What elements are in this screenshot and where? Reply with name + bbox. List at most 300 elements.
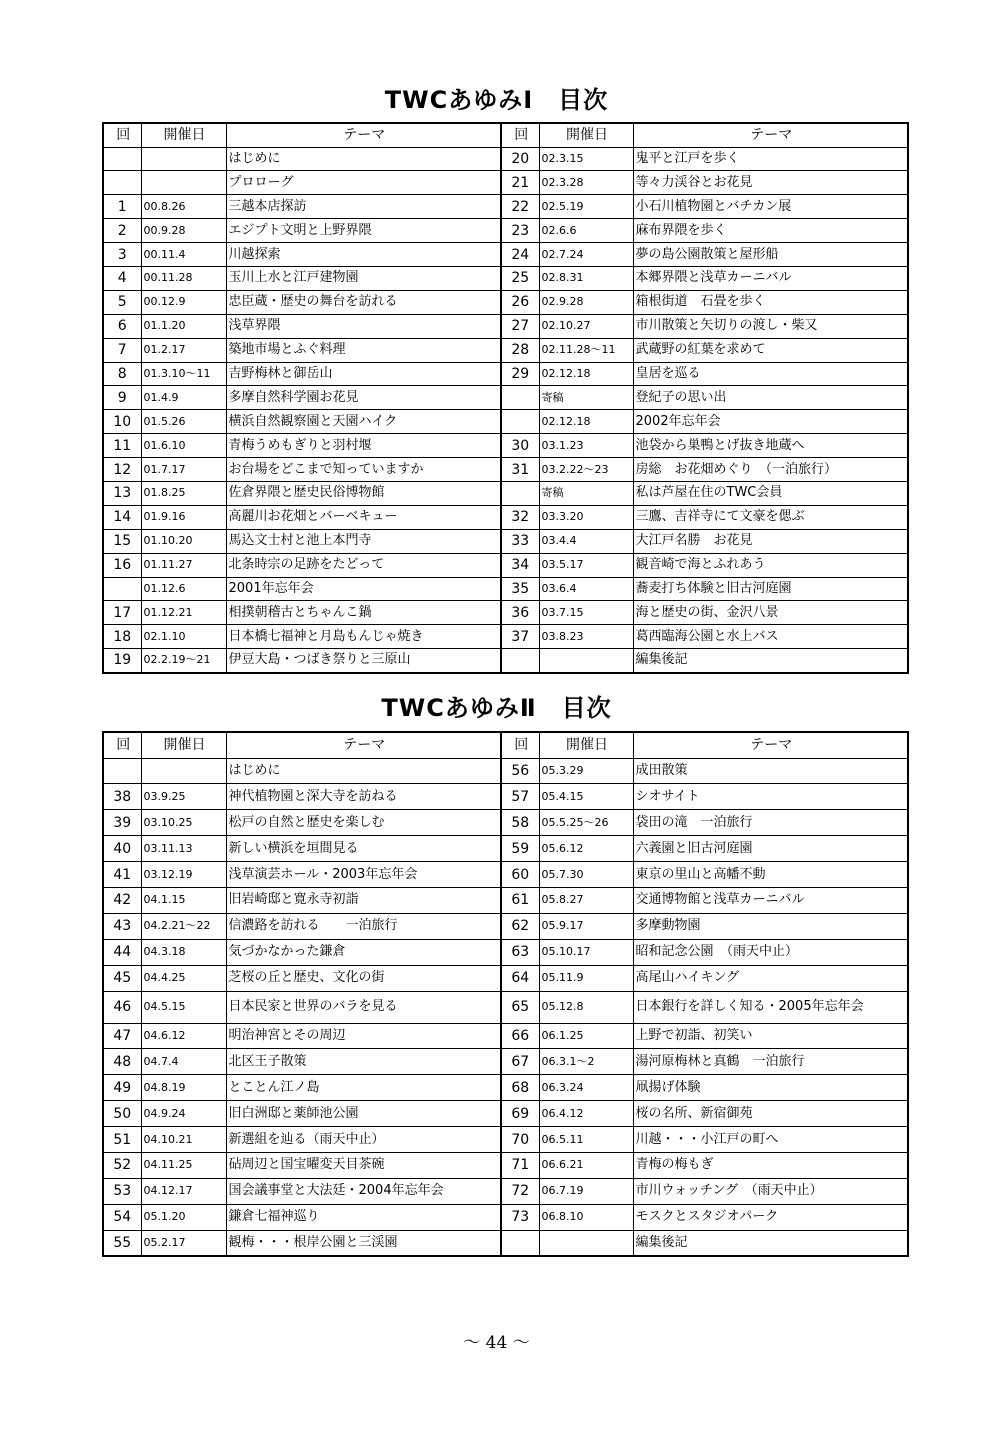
event-theme: 観音崎で海とふれあう bbox=[633, 553, 908, 577]
event-number: 8 bbox=[103, 362, 141, 386]
table-row bbox=[103, 939, 908, 965]
event-number: 31 bbox=[501, 458, 539, 482]
event-theme: 新選組を辿る（雨天中止） bbox=[226, 1127, 501, 1153]
event-theme: 葛西臨海公園と水上バス bbox=[633, 625, 908, 649]
event-date: 01.3.10～11 bbox=[141, 362, 226, 386]
event-number: 63 bbox=[501, 939, 539, 965]
toc-table-1 bbox=[102, 122, 909, 674]
table-row bbox=[103, 625, 908, 649]
header-theme: テーマ bbox=[226, 123, 501, 147]
event-number: 29 bbox=[501, 362, 539, 386]
event-date: 03.12.19 bbox=[141, 862, 226, 888]
table-row bbox=[103, 601, 908, 625]
table-row bbox=[103, 649, 908, 673]
event-theme: 日本銀行を詳しく知る・2005年忘年会 bbox=[633, 991, 908, 1023]
event-date: 05.2.17 bbox=[141, 1230, 226, 1256]
event-date: 03.5.17 bbox=[539, 553, 633, 577]
event-number: 60 bbox=[501, 862, 539, 888]
event-date: 02.2.19～21 bbox=[141, 649, 226, 673]
event-date bbox=[539, 649, 633, 673]
event-date: 01.9.16 bbox=[141, 505, 226, 529]
event-date: 04.5.15 bbox=[141, 991, 226, 1023]
table-row bbox=[103, 758, 908, 784]
event-theme: 旧白洲邸と薬師池公園 bbox=[226, 1101, 501, 1127]
event-date: 06.3.1～2 bbox=[539, 1049, 633, 1075]
event-theme: 信濃路を訪れる 一泊旅行 bbox=[226, 913, 501, 939]
event-date: 01.6.10 bbox=[141, 434, 226, 458]
event-date: 01.12.21 bbox=[141, 601, 226, 625]
event-number: 16 bbox=[103, 553, 141, 577]
event-theme: 旧岩崎邸と寛永寺初詣 bbox=[226, 887, 501, 913]
table-row bbox=[103, 362, 908, 386]
event-theme: 市川ウォッチング （雨天中止） bbox=[633, 1178, 908, 1204]
event-number: 47 bbox=[103, 1023, 141, 1049]
event-theme: 新しい横浜を垣間見る bbox=[226, 836, 501, 862]
event-date bbox=[141, 758, 226, 784]
table-row bbox=[103, 1178, 908, 1204]
event-date: 01.10.20 bbox=[141, 529, 226, 553]
event-theme: 多摩動物園 bbox=[633, 913, 908, 939]
event-date: 05.4.15 bbox=[539, 784, 633, 810]
table-row bbox=[103, 171, 908, 195]
event-date: 05.9.17 bbox=[539, 913, 633, 939]
event-number: 7 bbox=[103, 338, 141, 362]
event-date: 00.11.4 bbox=[141, 243, 226, 267]
event-theme: 本郷界隈と浅草カーニバル bbox=[633, 266, 908, 290]
event-theme: 芝桜の丘と歴史、文化の街 bbox=[226, 965, 501, 991]
event-number: 67 bbox=[501, 1049, 539, 1075]
table-row bbox=[103, 1204, 908, 1230]
event-date: 04.3.18 bbox=[141, 939, 226, 965]
event-date: 05.1.20 bbox=[141, 1204, 226, 1230]
event-number: 12 bbox=[103, 458, 141, 482]
event-theme: 観梅・・・根岸公園と三渓園 bbox=[226, 1230, 501, 1256]
event-theme: 日本民家と世界のバラを見る bbox=[226, 991, 501, 1023]
event-date: 寄稿 bbox=[539, 386, 633, 410]
toc-title-1: TWCあゆみⅠ 目次 bbox=[384, 86, 609, 114]
event-number: 10 bbox=[103, 410, 141, 434]
event-number: 34 bbox=[501, 553, 539, 577]
event-number: 11 bbox=[103, 434, 141, 458]
event-number: 20 bbox=[501, 147, 539, 171]
event-number: 28 bbox=[501, 338, 539, 362]
table-row bbox=[103, 553, 908, 577]
table-row bbox=[103, 529, 908, 553]
event-date: 02.9.28 bbox=[539, 290, 633, 314]
event-number: 72 bbox=[501, 1178, 539, 1204]
table-row bbox=[103, 784, 908, 810]
header-date: 開催日 bbox=[539, 123, 633, 147]
event-number: 4 bbox=[103, 266, 141, 290]
event-number: 3 bbox=[103, 243, 141, 267]
event-date: 05.8.27 bbox=[539, 887, 633, 913]
event-number: 57 bbox=[501, 784, 539, 810]
event-number bbox=[501, 386, 539, 410]
table-row bbox=[103, 505, 908, 529]
event-theme: 夢の島公園散策と屋形船 bbox=[633, 243, 908, 267]
table-row bbox=[103, 862, 908, 888]
event-theme: 高麗川お花畑とバーベキュー bbox=[226, 505, 501, 529]
event-number bbox=[501, 481, 539, 505]
event-date: 03.3.20 bbox=[539, 505, 633, 529]
event-number: 52 bbox=[103, 1152, 141, 1178]
event-date: 00.9.28 bbox=[141, 219, 226, 243]
event-theme: 上野で初詣、初笑い bbox=[633, 1023, 908, 1049]
event-theme: プロローグ bbox=[226, 171, 501, 195]
event-number: 25 bbox=[501, 266, 539, 290]
event-theme: エジプト文明と上野界隈 bbox=[226, 219, 501, 243]
event-date: 03.7.15 bbox=[539, 601, 633, 625]
event-theme: 砧周辺と国宝曜変天目茶碗 bbox=[226, 1152, 501, 1178]
event-date: 02.3.15 bbox=[539, 147, 633, 171]
event-theme: 池袋から巣鴨とげ抜き地蔵へ bbox=[633, 434, 908, 458]
event-number: 71 bbox=[501, 1152, 539, 1178]
event-number: 15 bbox=[103, 529, 141, 553]
event-number: 51 bbox=[103, 1127, 141, 1153]
event-theme: 市川散策と矢切りの渡し・柴又 bbox=[633, 314, 908, 338]
table-row bbox=[103, 1075, 908, 1101]
event-date: 04.9.24 bbox=[141, 1101, 226, 1127]
event-date: 02.5.19 bbox=[539, 195, 633, 219]
event-number: 26 bbox=[501, 290, 539, 314]
event-number: 1 bbox=[103, 195, 141, 219]
event-number: 50 bbox=[103, 1101, 141, 1127]
event-theme: モスクとスタジオパーク bbox=[633, 1204, 908, 1230]
event-number: 30 bbox=[501, 434, 539, 458]
event-date: 01.12.6 bbox=[141, 577, 226, 601]
event-date bbox=[539, 1230, 633, 1256]
event-date: 06.1.25 bbox=[539, 1023, 633, 1049]
event-theme: 交通博物館と浅草カーニバル bbox=[633, 887, 908, 913]
event-theme: 2001年忘年会 bbox=[226, 577, 501, 601]
event-date: 06.3.24 bbox=[539, 1075, 633, 1101]
event-date bbox=[141, 147, 226, 171]
event-theme: 成田散策 bbox=[633, 758, 908, 784]
event-theme: 房総 お花畑めぐり （一泊旅行） bbox=[633, 458, 908, 482]
table-row bbox=[103, 991, 908, 1023]
event-number: 61 bbox=[501, 887, 539, 913]
event-number: 41 bbox=[103, 862, 141, 888]
event-theme: 2002年忘年会 bbox=[633, 410, 908, 434]
event-date: 03.10.25 bbox=[141, 810, 226, 836]
table-row bbox=[103, 1023, 908, 1049]
event-theme: 玉川上水と江戸建物園 bbox=[226, 266, 501, 290]
event-number: 45 bbox=[103, 965, 141, 991]
event-number: 27 bbox=[501, 314, 539, 338]
event-theme: 東京の里山と高幡不動 bbox=[633, 862, 908, 888]
event-date: 06.8.10 bbox=[539, 1204, 633, 1230]
event-theme: 北条時宗の足跡をたどって bbox=[226, 553, 501, 577]
event-theme: 吉野梅林と御岳山 bbox=[226, 362, 501, 386]
event-theme: 編集後記 bbox=[633, 1230, 908, 1256]
event-theme: 浅草演芸ホール・2003年忘年会 bbox=[226, 862, 501, 888]
event-theme: 鬼平と江戸を歩く bbox=[633, 147, 908, 171]
event-date: 04.10.21 bbox=[141, 1127, 226, 1153]
event-number bbox=[501, 649, 539, 673]
event-date: 02.3.28 bbox=[539, 171, 633, 195]
event-date: 00.11.28 bbox=[141, 266, 226, 290]
table-row bbox=[103, 458, 908, 482]
event-date: 03.2.22～23 bbox=[539, 458, 633, 482]
event-date: 05.10.17 bbox=[539, 939, 633, 965]
page-number: ～ 44 ～ bbox=[463, 1333, 530, 1353]
event-theme: 三越本店探訪 bbox=[226, 195, 501, 219]
event-number: 44 bbox=[103, 939, 141, 965]
header-no: 回 bbox=[501, 732, 539, 758]
event-theme: 明治神宮とその周辺 bbox=[226, 1023, 501, 1049]
table-row bbox=[103, 577, 908, 601]
table-row bbox=[103, 810, 908, 836]
table-row bbox=[103, 290, 908, 314]
event-theme: 私は芦屋在住のTWC会員 bbox=[633, 481, 908, 505]
event-theme: 蕎麦打ち体験と旧古河庭園 bbox=[633, 577, 908, 601]
event-number: 64 bbox=[501, 965, 539, 991]
event-number: 6 bbox=[103, 314, 141, 338]
event-number: 21 bbox=[501, 171, 539, 195]
event-date: 00.8.26 bbox=[141, 195, 226, 219]
header-theme: テーマ bbox=[633, 732, 908, 758]
table-row bbox=[103, 836, 908, 862]
event-theme: 三鷹、吉祥寺にて文豪を偲ぶ bbox=[633, 505, 908, 529]
event-date bbox=[141, 171, 226, 195]
event-theme: 箱根街道 石畳を歩く bbox=[633, 290, 908, 314]
event-theme: 等々力渓谷とお花見 bbox=[633, 171, 908, 195]
event-number: 53 bbox=[103, 1178, 141, 1204]
event-theme: 佐倉界隈と歴史民俗博物館 bbox=[226, 481, 501, 505]
event-theme: 大江戸名勝 お花見 bbox=[633, 529, 908, 553]
event-date: 04.11.25 bbox=[141, 1152, 226, 1178]
event-date: 05.7.30 bbox=[539, 862, 633, 888]
event-date: 03.6.4 bbox=[539, 577, 633, 601]
event-theme: はじめに bbox=[226, 758, 501, 784]
event-number: 18 bbox=[103, 625, 141, 649]
event-date: 04.1.15 bbox=[141, 887, 226, 913]
table-row bbox=[103, 1049, 908, 1075]
event-theme: 相撲朝稽古とちゃんこ鍋 bbox=[226, 601, 501, 625]
table-row bbox=[103, 243, 908, 267]
event-date: 03.1.23 bbox=[539, 434, 633, 458]
event-date: 05.12.8 bbox=[539, 991, 633, 1023]
event-theme: 皇居を巡る bbox=[633, 362, 908, 386]
table-row bbox=[103, 1152, 908, 1178]
event-date: 01.4.9 bbox=[141, 386, 226, 410]
table-row bbox=[103, 434, 908, 458]
event-number: 32 bbox=[501, 505, 539, 529]
event-number: 69 bbox=[501, 1101, 539, 1127]
event-theme: 馬込文士村と池上本門寺 bbox=[226, 529, 501, 553]
event-number: 19 bbox=[103, 649, 141, 673]
event-theme: 北区王子散策 bbox=[226, 1049, 501, 1075]
event-number bbox=[501, 410, 539, 434]
event-date: 00.12.9 bbox=[141, 290, 226, 314]
table-row bbox=[103, 195, 908, 219]
event-number bbox=[103, 147, 141, 171]
event-theme: 多摩自然科学園お花見 bbox=[226, 386, 501, 410]
event-theme: 凧揚げ体験 bbox=[633, 1075, 908, 1101]
event-date: 05.5.25～26 bbox=[539, 810, 633, 836]
event-theme: 横浜自然観察園と天園ハイク bbox=[226, 410, 501, 434]
event-number: 13 bbox=[103, 481, 141, 505]
event-theme: 昭和記念公園 （雨天中止） bbox=[633, 939, 908, 965]
event-date: 01.5.26 bbox=[141, 410, 226, 434]
event-theme: 日本橋七福神と月島もんじゃ焼き bbox=[226, 625, 501, 649]
event-date: 04.12.17 bbox=[141, 1178, 226, 1204]
event-theme: 桜の名所、新宿御苑 bbox=[633, 1101, 908, 1127]
event-theme: 麻布界隈を歩く bbox=[633, 219, 908, 243]
event-theme: 浅草界隈 bbox=[226, 314, 501, 338]
event-theme: 鎌倉七福神巡り bbox=[226, 1204, 501, 1230]
event-date: 04.4.25 bbox=[141, 965, 226, 991]
table-row bbox=[103, 481, 908, 505]
event-date: 02.11.28～11 bbox=[539, 338, 633, 362]
event-date: 06.4.12 bbox=[539, 1101, 633, 1127]
event-theme: シオサイト bbox=[633, 784, 908, 810]
table-row bbox=[103, 386, 908, 410]
event-number: 73 bbox=[501, 1204, 539, 1230]
header-date: 開催日 bbox=[539, 732, 633, 758]
event-number: 5 bbox=[103, 290, 141, 314]
event-number: 46 bbox=[103, 991, 141, 1023]
event-date: 寄稿 bbox=[539, 481, 633, 505]
event-theme: 六義園と旧古河庭園 bbox=[633, 836, 908, 862]
event-number: 55 bbox=[103, 1230, 141, 1256]
event-number: 39 bbox=[103, 810, 141, 836]
header-no: 回 bbox=[103, 123, 141, 147]
event-theme: 神代植物園と深大寺を訪ねる bbox=[226, 784, 501, 810]
header-theme: テーマ bbox=[226, 732, 501, 758]
event-number: 62 bbox=[501, 913, 539, 939]
event-date: 04.8.19 bbox=[141, 1075, 226, 1101]
event-number: 36 bbox=[501, 601, 539, 625]
table-row bbox=[103, 266, 908, 290]
event-date: 04.2.21～22 bbox=[141, 913, 226, 939]
event-date: 01.1.20 bbox=[141, 314, 226, 338]
event-number: 2 bbox=[103, 219, 141, 243]
event-theme: 高尾山ハイキング bbox=[633, 965, 908, 991]
event-number: 42 bbox=[103, 887, 141, 913]
event-number: 17 bbox=[103, 601, 141, 625]
event-number: 38 bbox=[103, 784, 141, 810]
event-number bbox=[103, 577, 141, 601]
event-date: 05.3.29 bbox=[539, 758, 633, 784]
event-number: 70 bbox=[501, 1127, 539, 1153]
event-number: 24 bbox=[501, 243, 539, 267]
table-row bbox=[103, 410, 908, 434]
event-date: 03.9.25 bbox=[141, 784, 226, 810]
header-theme: テーマ bbox=[633, 123, 908, 147]
table-row bbox=[103, 1101, 908, 1127]
event-number: 58 bbox=[501, 810, 539, 836]
event-date: 02.1.10 bbox=[141, 625, 226, 649]
event-date: 05.6.12 bbox=[539, 836, 633, 862]
header-no: 回 bbox=[501, 123, 539, 147]
event-date: 01.11.27 bbox=[141, 553, 226, 577]
event-number: 65 bbox=[501, 991, 539, 1023]
event-theme: 青梅の梅もぎ bbox=[633, 1152, 908, 1178]
table-row bbox=[103, 965, 908, 991]
event-date: 02.7.24 bbox=[539, 243, 633, 267]
event-date: 02.8.31 bbox=[539, 266, 633, 290]
event-theme: 築地市場とふぐ料理 bbox=[226, 338, 501, 362]
event-number: 66 bbox=[501, 1023, 539, 1049]
event-theme: 川越・・・小江戸の町へ bbox=[633, 1127, 908, 1153]
toc-title-2: TWCあゆみⅡ 目次 bbox=[381, 694, 612, 722]
event-theme: 登紀子の思い出 bbox=[633, 386, 908, 410]
event-theme: 青梅うめもぎりと羽村堰 bbox=[226, 434, 501, 458]
event-theme: お台場をどこまで知っていますか bbox=[226, 458, 501, 482]
table-row bbox=[103, 338, 908, 362]
event-theme: 武蔵野の紅葉を求めて bbox=[633, 338, 908, 362]
event-number bbox=[103, 171, 141, 195]
table-row bbox=[103, 219, 908, 243]
event-number: 68 bbox=[501, 1075, 539, 1101]
table-row bbox=[103, 887, 908, 913]
event-date: 04.6.12 bbox=[141, 1023, 226, 1049]
event-date: 01.8.25 bbox=[141, 481, 226, 505]
event-date: 06.6.21 bbox=[539, 1152, 633, 1178]
table-row bbox=[103, 314, 908, 338]
event-theme: 川越探索 bbox=[226, 243, 501, 267]
event-date: 01.7.17 bbox=[141, 458, 226, 482]
event-date: 06.5.11 bbox=[539, 1127, 633, 1153]
event-number: 9 bbox=[103, 386, 141, 410]
event-date: 01.2.17 bbox=[141, 338, 226, 362]
event-date: 03.8.23 bbox=[539, 625, 633, 649]
event-number: 37 bbox=[501, 625, 539, 649]
event-number: 54 bbox=[103, 1204, 141, 1230]
event-number: 48 bbox=[103, 1049, 141, 1075]
event-theme: とことん江ノ島 bbox=[226, 1075, 501, 1101]
event-number bbox=[501, 1230, 539, 1256]
event-date: 04.7.4 bbox=[141, 1049, 226, 1075]
table-row bbox=[103, 1230, 908, 1256]
event-date: 03.11.13 bbox=[141, 836, 226, 862]
event-number: 49 bbox=[103, 1075, 141, 1101]
header-no: 回 bbox=[103, 732, 141, 758]
event-number: 56 bbox=[501, 758, 539, 784]
event-number: 22 bbox=[501, 195, 539, 219]
event-number: 59 bbox=[501, 836, 539, 862]
event-date: 02.12.18 bbox=[539, 362, 633, 386]
event-theme: 伊豆大島・つばき祭りと三原山 bbox=[226, 649, 501, 673]
event-theme: 海と歴史の街、金沢八景 bbox=[633, 601, 908, 625]
table-row bbox=[103, 147, 908, 171]
event-date: 02.10.27 bbox=[539, 314, 633, 338]
event-theme: 気づかなかった鎌倉 bbox=[226, 939, 501, 965]
event-date: 06.7.19 bbox=[539, 1178, 633, 1204]
event-number: 43 bbox=[103, 913, 141, 939]
header-date: 開催日 bbox=[141, 732, 226, 758]
event-number: 35 bbox=[501, 577, 539, 601]
event-theme: 松戸の自然と歴史を楽しむ bbox=[226, 810, 501, 836]
event-theme: 湯河原梅林と真鶴 一泊旅行 bbox=[633, 1049, 908, 1075]
toc-table-2 bbox=[102, 731, 909, 1257]
event-theme: はじめに bbox=[226, 147, 501, 171]
event-date: 02.12.18 bbox=[539, 410, 633, 434]
header-row bbox=[103, 123, 908, 147]
event-number: 23 bbox=[501, 219, 539, 243]
event-theme: 国会議事堂と大法廷・2004年忘年会 bbox=[226, 1178, 501, 1204]
event-theme: 袋田の滝 一泊旅行 bbox=[633, 810, 908, 836]
event-number: 14 bbox=[103, 505, 141, 529]
event-number: 40 bbox=[103, 836, 141, 862]
event-date: 02.6.6 bbox=[539, 219, 633, 243]
event-date: 03.4.4 bbox=[539, 529, 633, 553]
table-row bbox=[103, 913, 908, 939]
header-date: 開催日 bbox=[141, 123, 226, 147]
header-row bbox=[103, 732, 908, 758]
table-row bbox=[103, 1127, 908, 1153]
